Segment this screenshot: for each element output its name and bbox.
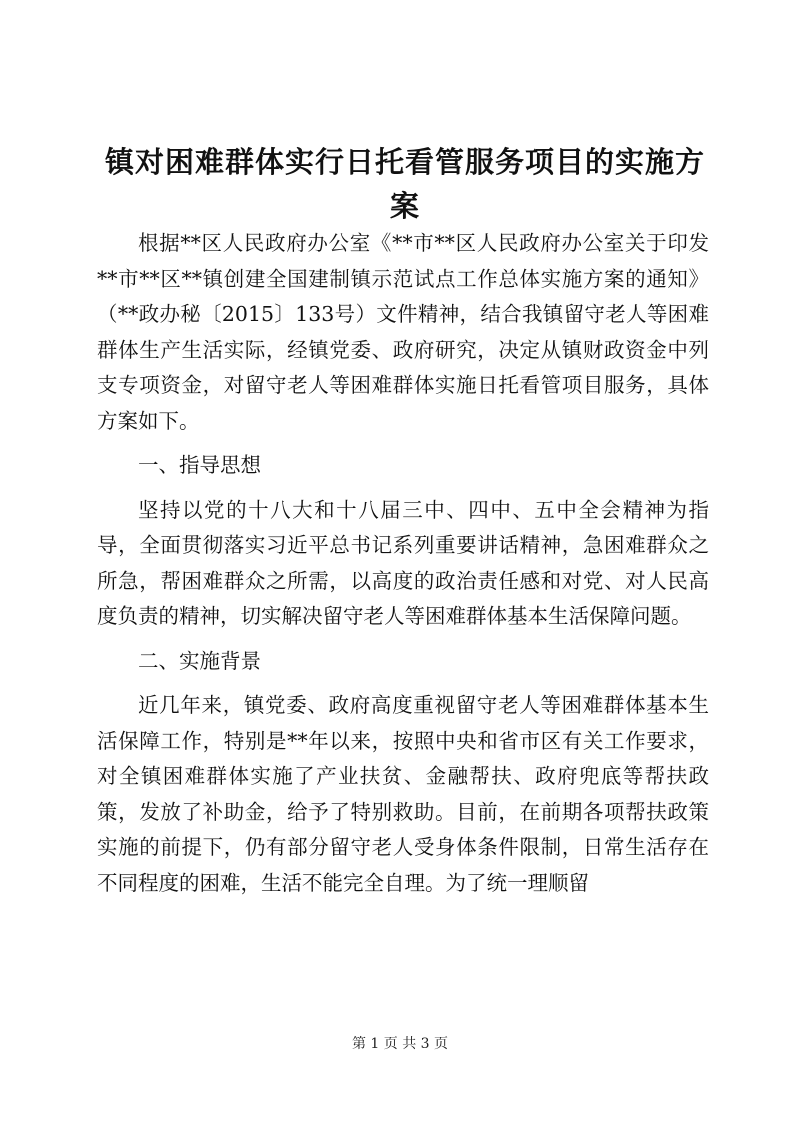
page-number-footer: 第 1 页 共 3 页 — [351, 1036, 449, 1052]
paragraph-guiding-ideology: 坚持以党的十八大和十八届三中、四中、五中全会精神为指导，全面贯彻落实习近平总书记系列重要讲话精神，急困难群众之所急，帮困难群众之所需，以高度的政治责任感和对党、对人民高度负责的精神，切实解决留守老人等困难群体基本生活保障问题。 — [97, 497, 709, 628]
section-heading-guiding-ideology: 一、指导思想 — [138, 453, 261, 477]
paragraph-intro: 根据**区人民政府办公室《**市**区人民政府办公室关于印发**市**区**镇创建全国建制镇示范试点工作总体实施方案的通知》（**政办秘〔2015〕133号）文件精神，结合我镇留守老人等困难群体生产生活实际，经镇党委、政府研究，决定从镇财政资金中列支专项资金，对留守老人等困难群体实施日托看管项目服务，具体方案如下。 — [97, 231, 709, 433]
document-title: 镇对困难群体实行日托看管服务项目的实施方案 — [104, 145, 705, 223]
document-body — [97, 226, 709, 910]
section-heading-background: 二、实施背景 — [138, 648, 261, 673]
paragraph-background: 近几年来，镇党委、政府高度重视留守老人等困难群体基本生活保障工作，特别是**年以来，按照中央和省市区有关工作要求，对全镇困难群体实施了产业扶贫、金融帮扶、政府兜底等帮扶政策，发放了补助金，给予了特别救助。目前，在前期各项帮扶政策实施的前提下，仍有部分留守老人受身体条件限制，日常生活存在不同程度的困难，生活不能完全自理。为了统一理顺留 — [97, 693, 709, 895]
